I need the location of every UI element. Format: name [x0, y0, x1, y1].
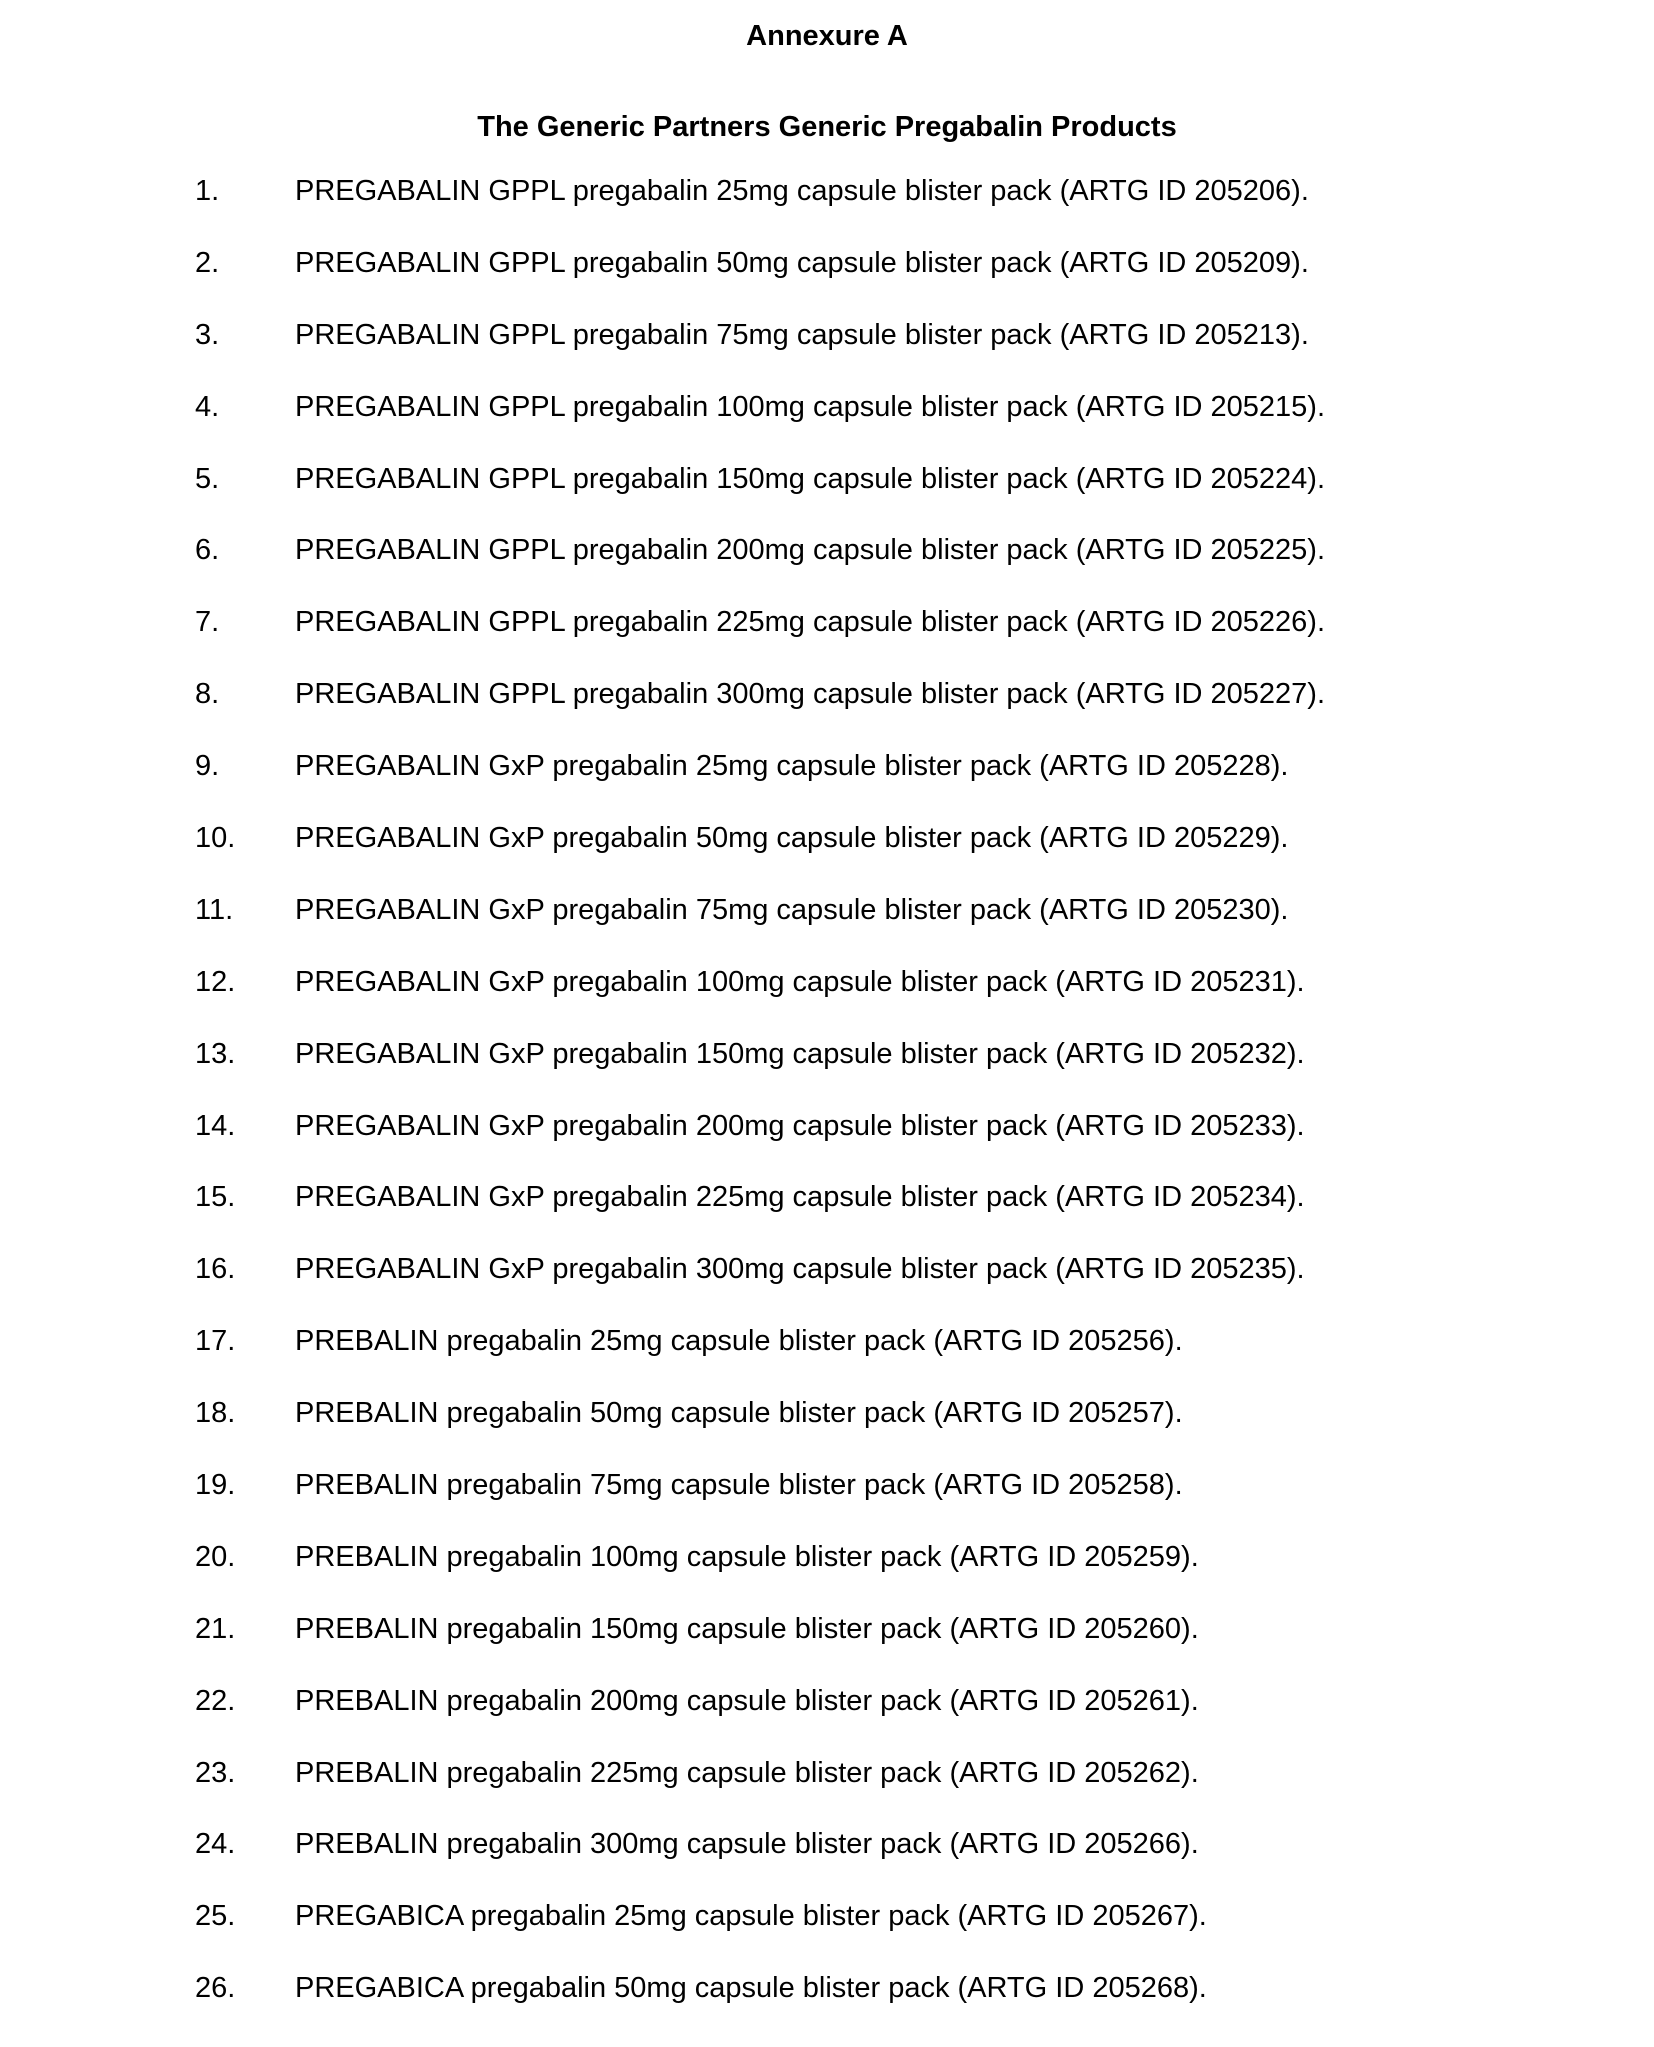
list-item [0, 962, 1654, 1034]
item-text: PREGABALIN GxP pregabalin 150mg capsule blister pack (ARTG ID 205232). [295, 1037, 1305, 1070]
list-item [0, 1753, 1654, 1825]
item-number: 5. [195, 462, 220, 495]
item-text: PREGABALIN GPPL pregabalin 300mg capsule blister pack (ARTG ID 205227). [295, 678, 1326, 711]
item-text: PREGABALIN GPPL pregabalin 200mg capsule blister pack (ARTG ID 205225). [295, 534, 1326, 567]
list-item [0, 1177, 1654, 1249]
item-text: PREBALIN pregabalin 200mg capsule blister pack (ARTG ID 205261). [295, 1684, 1199, 1717]
list-item [0, 1537, 1654, 1609]
item-text: PREGABALIN GxP pregabalin 25mg capsule blister pack (ARTG ID 205228). [295, 750, 1289, 783]
list-item [0, 1321, 1654, 1393]
item-text: PREGABALIN GPPL pregabalin 75mg capsule blister pack (ARTG ID 205213). [295, 318, 1309, 351]
item-number: 8. [195, 678, 220, 711]
item-text: PREGABICA pregabalin 25mg capsule blister pack (ARTG ID 205267). [295, 1900, 1207, 1933]
item-text: PREGABICA pregabalin 50mg capsule blister pack (ARTG ID 205268). [295, 1972, 1207, 2005]
item-number: 19. [195, 1469, 236, 1502]
item-text: PREBALIN pregabalin 50mg capsule blister pack (ARTG ID 205257). [295, 1397, 1183, 1430]
item-text: PREGABALIN GPPL pregabalin 225mg capsule blister pack (ARTG ID 205226). [295, 606, 1326, 639]
list-item [0, 1609, 1654, 1681]
annexure-title: Annexure A [746, 20, 908, 52]
item-number: 4. [195, 390, 220, 423]
item-text: PREGABALIN GxP pregabalin 300mg capsule blister pack (ARTG ID 205235). [295, 1253, 1305, 1286]
list-item [0, 459, 1654, 531]
item-number: 18. [195, 1397, 236, 1430]
item-number: 23. [195, 1756, 236, 1789]
list-item [0, 1681, 1654, 1753]
list-item [0, 243, 1654, 315]
item-number: 9. [195, 750, 220, 783]
item-text: PREGABALIN GxP pregabalin 100mg capsule blister pack (ARTG ID 205231). [295, 965, 1305, 998]
item-text: PREBALIN pregabalin 25mg capsule blister pack (ARTG ID 205256). [295, 1325, 1183, 1358]
item-text: PREGABALIN GxP pregabalin 50mg capsule blister pack (ARTG ID 205229). [295, 822, 1289, 855]
list-item [0, 602, 1654, 674]
list-item [0, 1824, 1654, 1896]
item-number: 2. [195, 246, 220, 279]
product-list [0, 171, 1654, 2040]
item-number: 17. [195, 1325, 236, 1358]
list-item [0, 746, 1654, 818]
item-text: PREGABALIN GxP pregabalin 200mg capsule blister pack (ARTG ID 205233). [295, 1109, 1305, 1142]
item-number: 21. [195, 1612, 236, 1645]
list-item [0, 1896, 1654, 1968]
section-title: The Generic Partners Generic Pregabalin Products [477, 111, 1177, 143]
item-number: 11. [195, 893, 234, 926]
list-item [0, 530, 1654, 602]
item-text: PREBALIN pregabalin 150mg capsule blister pack (ARTG ID 205260). [295, 1612, 1199, 1645]
item-text: PREBALIN pregabalin 100mg capsule blister pack (ARTG ID 205259). [295, 1540, 1199, 1573]
item-text: PREGABALIN GxP pregabalin 225mg capsule blister pack (ARTG ID 205234). [295, 1181, 1305, 1214]
item-number: 16. [195, 1253, 236, 1286]
list-item [0, 1968, 1654, 2040]
item-text: PREGABALIN GPPL pregabalin 25mg capsule blister pack (ARTG ID 205206). [295, 175, 1309, 207]
list-item [0, 818, 1654, 890]
item-number: 24. [195, 1828, 236, 1861]
item-number: 20. [195, 1540, 236, 1573]
item-number: 6. [195, 534, 220, 567]
item-number: 14. [195, 1109, 236, 1142]
item-text: PREBALIN pregabalin 75mg capsule blister pack (ARTG ID 205258). [295, 1469, 1183, 1502]
item-number: 25. [195, 1900, 236, 1933]
item-number: 7. [195, 606, 220, 639]
item-text: PREGABALIN GPPL pregabalin 150mg capsule blister pack (ARTG ID 205224). [295, 462, 1326, 495]
item-text: PREBALIN pregabalin 300mg capsule blister pack (ARTG ID 205266). [295, 1828, 1199, 1861]
item-number: 13. [195, 1037, 236, 1070]
item-number: 3. [195, 318, 220, 351]
list-item [0, 1106, 1654, 1178]
item-number: 10. [195, 822, 236, 855]
item-text: PREBALIN pregabalin 225mg capsule blister pack (ARTG ID 205262). [295, 1756, 1199, 1789]
list-item [0, 1393, 1654, 1465]
list-item [0, 387, 1654, 459]
item-number: 26. [195, 1972, 236, 2005]
list-item [0, 315, 1654, 387]
item-number: 15. [195, 1181, 236, 1214]
list-item [0, 890, 1654, 962]
item-number: 1. [195, 175, 220, 207]
list-item [0, 171, 1654, 243]
item-number: 22. [195, 1684, 236, 1717]
item-text: PREGABALIN GPPL pregabalin 50mg capsule blister pack (ARTG ID 205209). [295, 246, 1309, 279]
item-number: 12. [195, 965, 236, 998]
item-text: PREGABALIN GxP pregabalin 75mg capsule blister pack (ARTG ID 205230). [295, 893, 1289, 926]
list-item [0, 1465, 1654, 1537]
item-text: PREGABALIN GPPL pregabalin 100mg capsule blister pack (ARTG ID 205215). [295, 390, 1326, 423]
list-item [0, 1034, 1654, 1106]
list-item [0, 1249, 1654, 1321]
list-item [0, 674, 1654, 746]
